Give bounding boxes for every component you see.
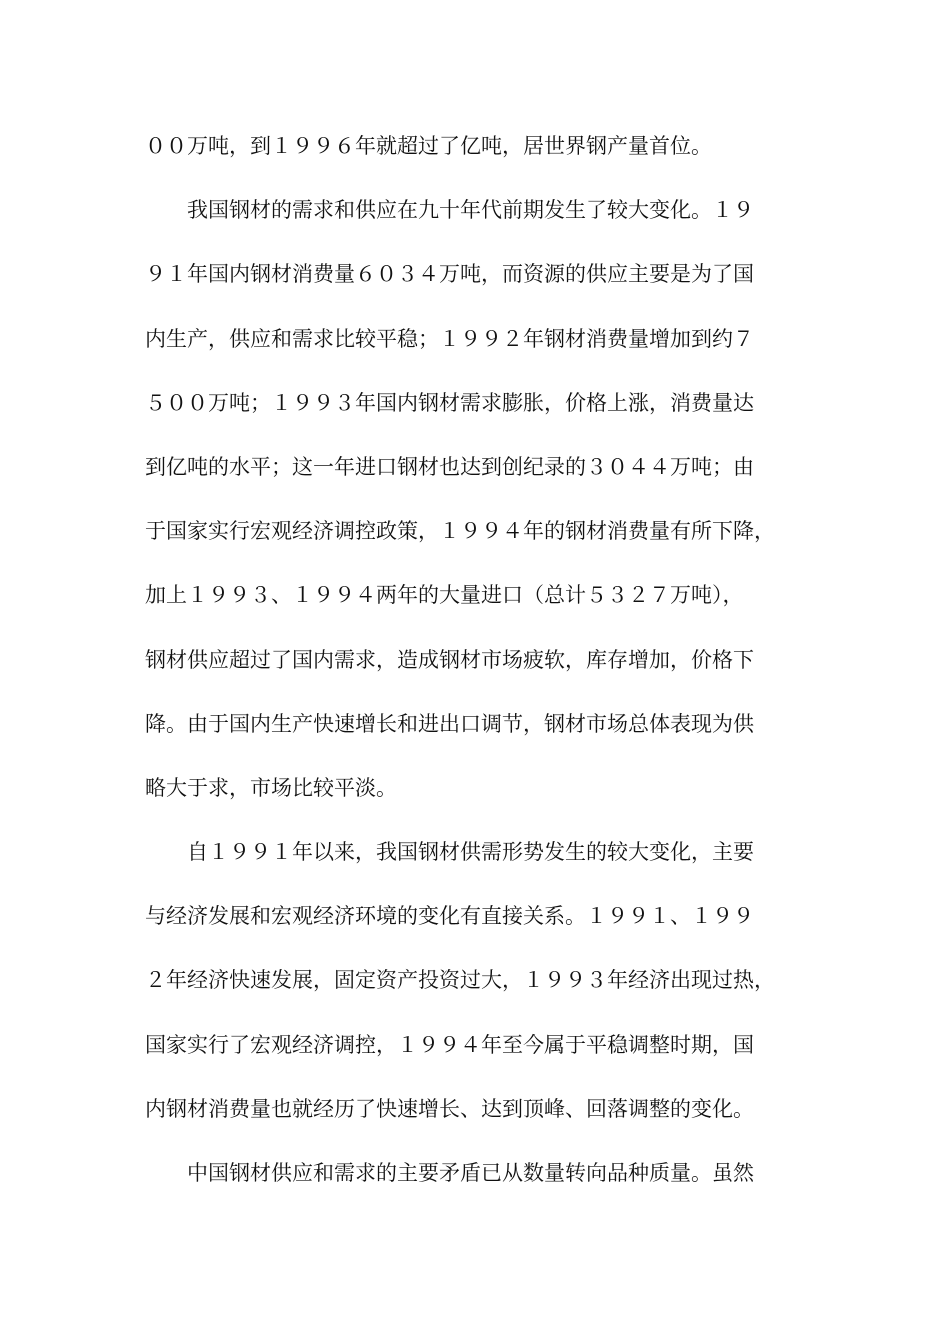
text-line: 降。由于国内生产快速增长和进出口调节，钢材市场总体表现为供 — [145, 711, 754, 736]
text-line: 略大于求，市场比较平淡。 — [145, 775, 397, 800]
text-line: 内钢材消费量也就经历了快速增长、达到顶峰、回落调整的变化。 — [145, 1096, 754, 1121]
text-line: ５００万吨；１９９３年国内钢材需求膨胀，价格上涨，消费量达 — [145, 390, 754, 415]
text-line: 中国钢材供应和需求的主要矛盾已从数量转向品种质量。虽然 — [145, 1161, 754, 1185]
text-line: 钢材供应超过了国内需求，造成钢材市场疲软，库存增加，价格下 — [145, 647, 754, 672]
text-line: ２年经济快速发展，固定资产投资过大，１９９３年经济出现过热， — [145, 968, 775, 993]
text-line: 加上１９９３、１９９４两年的大量进口（总计５３２７万吨）， — [145, 583, 744, 608]
text-line: 自１９９１年以来，我国钢材供需形势发生的较大变化，主要 — [145, 840, 754, 865]
text-line: ９１年国内钢材消费量６０３４万吨，而资源的供应主要是为了国 — [145, 262, 754, 287]
text-line: 到亿吨的水平；这一年进口钢材也达到创纪录的３０４４万吨；由 — [145, 454, 754, 479]
text-line: 与经济发展和宏观经济环境的变化有直接关系。１９９１、１９９ — [145, 904, 754, 929]
text-line: 内生产，供应和需求比较平稳；１９９２年钢材消费量增加到约７ — [145, 326, 754, 351]
text-line: 我国钢材的需求和供应在九十年代前期发生了较大变化。１９ — [145, 198, 754, 223]
text-line: 国家实行了宏观经济调控，１９９４年至今属于平稳调整时期，国 — [145, 1032, 754, 1057]
text-line: 于国家实行宏观经济调控政策，１９９４年的钢材消费量有所下降， — [145, 519, 775, 544]
text-line: ００万吨，到１９９６年就超过了亿吨，居世界钢产量首位。 — [145, 134, 712, 158]
body-text — [145, 114, 835, 1205]
